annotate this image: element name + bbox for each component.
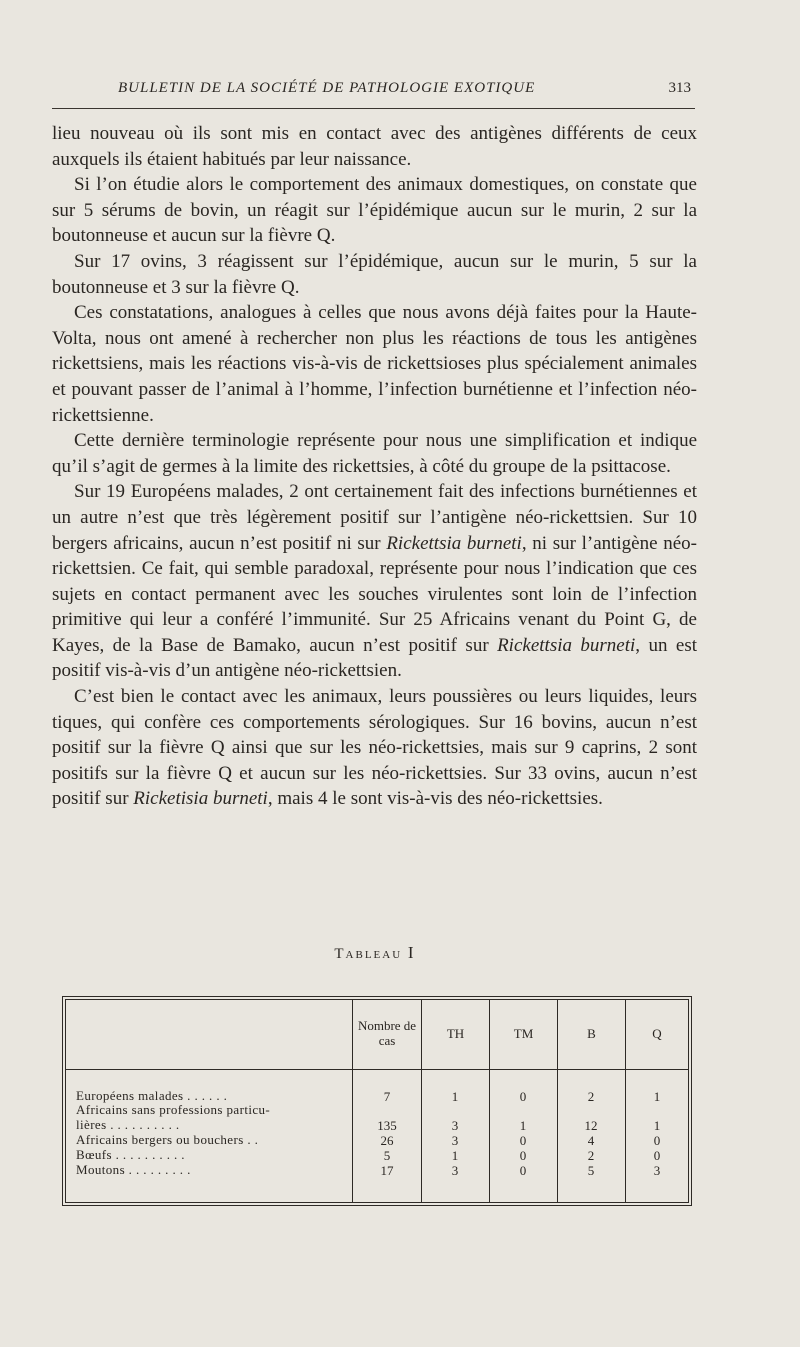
cell-cases: 135 [377, 1118, 397, 1133]
col-header-cases: Nombre de cas [357, 1018, 417, 1048]
text-run: C’est bien le contact avec les animaux, leurs poussières ou leurs liquides, leurs tiques, qui confère ces comportements sérologiques. Sur 16 bovins, aucun n’est positif sur la fièvre Q ainsi que sur les néo-rickettsies, mais sur 9 caprins, 2 sont positifs sur la fièvre Q et aucun sur les néo-rickettsies. Sur 33 ovins, aucun n’est positif sur [52, 686, 697, 810]
cell-th: 1 [451, 1148, 459, 1163]
cell-cases: 5 [383, 1148, 391, 1163]
paragraph: Cette dernière terminologie représente pour nous une simplification et indique qu’il s’agit de germes à la limite des rickettsies, à côté du groupe de la psittacose. [52, 430, 697, 477]
row-label-cont: lières . . . . . . . . . . [76, 1117, 180, 1132]
cell-tm: 1 [519, 1118, 527, 1133]
cell-th: 1 [451, 1089, 459, 1104]
italic-term: Rickettsia burneti [386, 532, 522, 554]
body-text [52, 121, 697, 812]
text-run: , ni sur l’antigène néo-rickettsien. Ce fait, qui semble paradoxal, représente pour nous l’indication que ces sujets en contact permanent avec les souches virulentes sont loin de l’infection primitive qui leur a conféré l’immunité. Sur 25 Africains venant du Point G, de Kayes, de la Base de Bamako, aucun n’est positif sur [52, 532, 697, 656]
cell-tm: 0 [519, 1163, 527, 1178]
results-table [62, 996, 692, 1206]
page-number: 313 [668, 80, 691, 96]
table-title-word: Tableau [334, 946, 403, 962]
paragraph: Ces constatations, analogues à celles que nous avons déjà faites pour la Haute-Volta, nous ont amené à rechercher non plus les réactions de tous les antigènes rickettsiens, mais les réactions vis-à-vis de rickettsioses plus spécialement animales et pouvant passer de l’animal à l’homme, l’infection burnétienne et l’infection néo-rickettsienne. [52, 302, 697, 426]
paragraph: lieu nouveau où ils sont mis en contact avec des antigènes différents de ceux auxquels ils étaient habitués par leur naissance. [52, 123, 697, 170]
cell-tm: 0 [519, 1133, 527, 1148]
paragraph [52, 684, 697, 812]
running-title: BULLETIN DE LA SOCIÉTÉ DE PATHOLOGIE EXOTIQUE [118, 80, 536, 96]
text-run: Sur 19 Européens malades, 2 ont certainement fait des infections burnétiennes et un autre n’est que très légèrement positif sur l’antigène néo-rickettsien. Sur 10 bergers africains, aucun n’est positif ni sur [52, 481, 697, 554]
paragraph [52, 479, 697, 684]
cell-cases: 26 [380, 1133, 394, 1148]
cell-q: 0 [653, 1133, 661, 1148]
italic-term: Rickettsia burneti [497, 634, 636, 656]
cell-q: 1 [653, 1118, 661, 1133]
header-divider [66, 1069, 688, 1070]
cell-q: 0 [653, 1148, 661, 1163]
cell-cases: 17 [380, 1163, 394, 1178]
table-title-number: I [407, 943, 414, 962]
cell-q: 1 [653, 1089, 661, 1104]
cell-tm: 0 [519, 1148, 527, 1163]
cell-cases: 7 [383, 1089, 391, 1104]
row-label: Européens malades . . . . . . [76, 1088, 228, 1103]
cell-b: 2 [587, 1089, 595, 1104]
col-header-tm: TM [513, 1026, 534, 1041]
cell-q: 3 [653, 1163, 661, 1178]
page-header [50, 74, 695, 104]
cell-b: 12 [584, 1118, 598, 1133]
cell-b: 4 [587, 1133, 595, 1148]
cell-th: 3 [451, 1163, 459, 1178]
col-header-th: TH [446, 1026, 465, 1041]
italic-term: Ricketisia burneti [133, 788, 268, 810]
row-label: Africains bergers ou bouchers . . [76, 1132, 259, 1147]
cell-th: 3 [451, 1118, 459, 1133]
header-rule [52, 108, 695, 109]
row-label: Africains sans professions particu- [76, 1102, 271, 1117]
cell-th: 3 [451, 1133, 459, 1148]
table-inner-frame [65, 999, 689, 1203]
cell-b: 2 [587, 1148, 595, 1163]
text-run: , mais 4 le sont vis-à-vis des néo-rickettsies. [267, 788, 603, 810]
row-label: Moutons . . . . . . . . . [76, 1162, 191, 1177]
paragraph: Si l’on étudie alors le comportement des animaux domestiques, on constate que sur 5 sérums de bovin, un réagit sur l’épidémique aucun sur le murin, 2 sur la boutonneuse et aucun sur la fièvre Q. [52, 174, 697, 247]
col-header-b: B [587, 1026, 596, 1041]
cell-b: 5 [587, 1163, 595, 1178]
paragraph: Sur 17 ovins, 3 réagissent sur l’épidémique, aucun sur le murin, 5 sur la boutonneuse et 3 sur la fièvre Q. [52, 250, 697, 298]
text-run: , un est positif vis-à-vis d’un antigène néo-rickettsien. [52, 634, 697, 682]
table-title [0, 943, 748, 963]
cell-tm: 0 [519, 1089, 527, 1104]
row-label: Bœufs . . . . . . . . . . [76, 1147, 185, 1162]
col-header-q: Q [652, 1026, 662, 1041]
